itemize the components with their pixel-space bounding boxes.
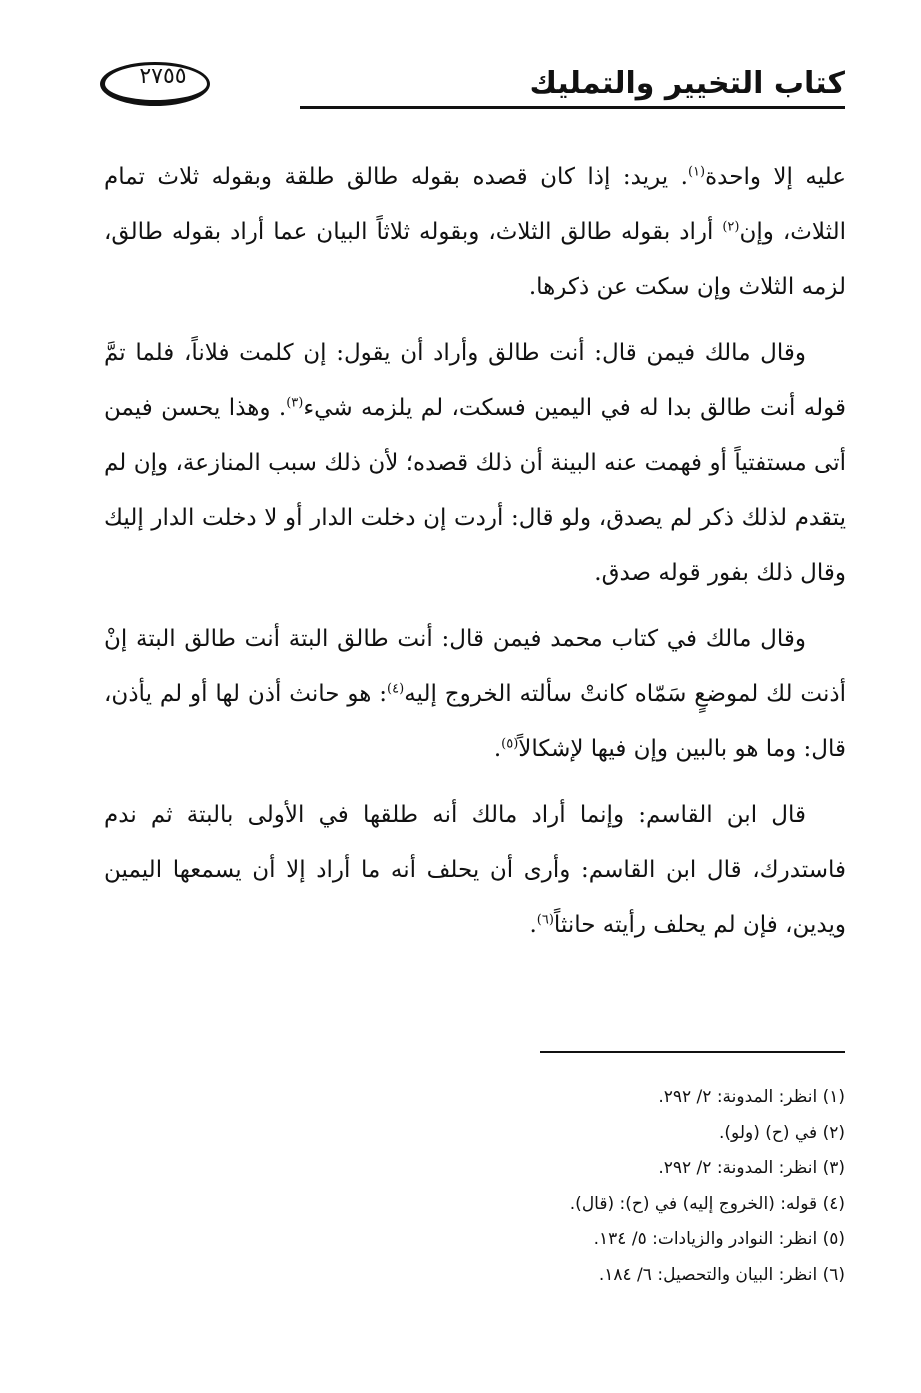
footnote-separator <box>540 1051 845 1053</box>
header-rule <box>300 106 845 109</box>
footnote-item: (٢) في (ح) (ولو). <box>719 1122 845 1143</box>
page-number: ٢٧٥٥ <box>139 64 187 89</box>
text-segment: أراد بقوله طالق الثلاث، وبقوله ثلاثاً البيان عما أراد بقوله طالق، لزمه الثلاث وإن سكت عن ذكرها. <box>104 219 846 300</box>
paragraph <box>104 150 846 315</box>
chapter-title: كتاب التخيير والتمليك <box>529 66 845 101</box>
paragraph <box>104 326 846 601</box>
main-text <box>104 150 846 964</box>
text-segment: . يريد: إذا كان قصده بقوله طالق طلقة وبقوله ثلاث تمام الثلاث، وإن <box>104 164 846 245</box>
footnote-item: (٣) انظر: المدونة: ٢/ ٢٩٢. <box>658 1158 845 1178</box>
text-segment: قال ابن القاسم: وإنما أراد مالك أنه طلقها في الأولى بالبتة ثم ندم فاستدرك، قال ابن القاسم: وأرى أن يحلف أنه ما أراد إلا أن يسمعها اليمين ويدين، فإن لم يحلف رأيته حانثاً <box>104 802 846 938</box>
paragraph <box>104 612 846 777</box>
text-segment: . وهذا يحسن فيمن أتى مستفتياً أو فهمت عنه البينة أن ذلك قصده؛ لأن ذلك سبب المنازعة، وإن لم يتقدم لذلك ذكر لم يصدق، ولو قال: أردت إن دخلت الدار أو لا دخلت الدار إليك وقال ذلك بفور قوله صدق. <box>104 395 846 586</box>
text-segment: . <box>529 912 537 938</box>
footnote-item: (٤) قوله: (الخروج إليه) في (ح): (قال). <box>569 1193 845 1214</box>
paragraph <box>104 788 846 953</box>
text-segment: وقال مالك فيمن قال: أنت طالق وأراد أن يقول: إن كلمت فلاناً، فلما تمَّ قوله أنت طالق بدا له في اليمين فسكت، لم يلزمه شيء <box>104 340 846 421</box>
footnote-item: (١) انظر: المدونة: ٢/ ٢٩٢. <box>658 1087 845 1107</box>
footnotes <box>145 1080 845 1293</box>
text-segment: عليه إلا واحدة <box>705 164 846 190</box>
page-header <box>100 62 845 112</box>
footnote-marker: (٥) <box>501 736 519 752</box>
footnote-item: (٥) انظر: النوادر والزيادات: ٥/ ١٣٤. <box>593 1229 845 1249</box>
footnote-marker: (٣) <box>286 395 304 411</box>
text-segment: : هو حانث أذن لها أو لم يأذن، قال: وما هو بالبين وإن فيها لإشكالاً <box>104 681 846 762</box>
footnote-marker: (١) <box>687 164 706 180</box>
text-segment: . <box>493 736 502 762</box>
footnote-marker: (٢) <box>722 219 740 235</box>
text-segment: وقال مالك في كتاب محمد فيمن قال: أنت طالق البتة أنت طالق البتة إنْ أذنت لك لموضعٍ سَمّاه كانتْ سألته الخروج إليه <box>104 626 846 707</box>
footnote-marker: (٤) <box>387 681 405 697</box>
footnote-marker: (٦) <box>536 912 554 928</box>
footnote-item: (٦) انظر: البيان والتحصيل: ٦/ ١٨٤. <box>598 1264 845 1285</box>
